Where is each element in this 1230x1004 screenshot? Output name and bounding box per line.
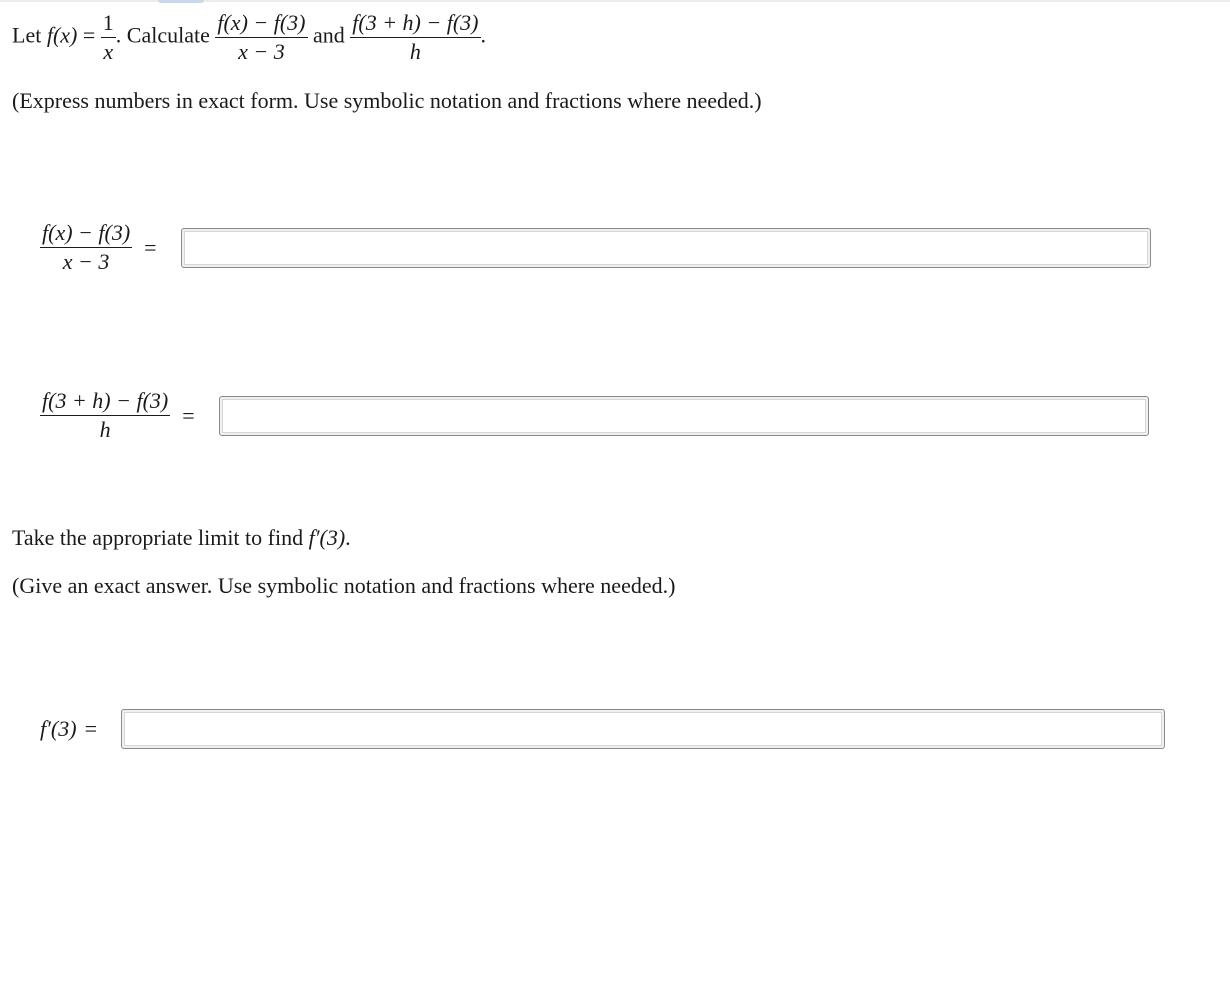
definition-denominator: x bbox=[103, 39, 114, 64]
definition-fraction bbox=[101, 12, 116, 63]
calculate-word: Calculate bbox=[126, 22, 210, 48]
answer-1-numerator: f(x) − f(3) bbox=[40, 222, 132, 248]
difference-quotient-2 bbox=[350, 12, 480, 63]
instruction-exact-form: (Express numbers in exact form. Use symbolic notation and fractions where needed.) bbox=[12, 88, 762, 113]
instruction-limit bbox=[12, 527, 351, 549]
answer-2-denominator: h bbox=[99, 417, 111, 442]
answer-3-equals: = bbox=[84, 716, 97, 741]
answer-row-2 bbox=[40, 390, 1149, 441]
answer-2-numerator: f(3 + h) − f(3) bbox=[40, 390, 170, 416]
question-statement bbox=[12, 12, 486, 63]
answer-2-label-fraction bbox=[40, 390, 170, 441]
answer-2-input[interactable] bbox=[219, 396, 1149, 436]
f-of-x: f(x) bbox=[46, 22, 78, 48]
instruction-limit-suffix: . bbox=[345, 525, 351, 550]
and-word: and bbox=[313, 22, 345, 48]
definition-period: . bbox=[115, 22, 122, 48]
answer-row-1 bbox=[40, 222, 1151, 273]
definition-numerator: 1 bbox=[101, 12, 116, 38]
equals-sign: = bbox=[82, 22, 96, 48]
answer-1-denominator: x − 3 bbox=[62, 249, 110, 274]
dq1-numerator: f(x) − f(3) bbox=[215, 12, 307, 38]
answer-1-equals: = bbox=[144, 234, 157, 260]
answer-1-label-fraction bbox=[40, 222, 132, 273]
answer-1-input[interactable] bbox=[181, 228, 1151, 268]
dq2-denominator: h bbox=[409, 39, 421, 64]
dq1-denominator: x − 3 bbox=[238, 39, 285, 64]
top-tab-indicator bbox=[158, 0, 204, 3]
answer-2-equals: = bbox=[182, 402, 195, 428]
end-period: . bbox=[480, 22, 486, 48]
answer-3-input[interactable] bbox=[121, 709, 1165, 749]
instruction-limit-expr: f′(3) bbox=[308, 525, 346, 550]
instruction-exact-answer: (Give an exact answer. Use symbolic notation and fractions where needed.) bbox=[12, 573, 676, 598]
dq2-numerator: f(3 + h) − f(3) bbox=[350, 12, 480, 38]
answer-row-3 bbox=[40, 709, 1165, 749]
difference-quotient-1 bbox=[215, 12, 307, 63]
answer-3-label: f′(3) bbox=[40, 716, 77, 741]
let-word: Let bbox=[12, 22, 42, 48]
instruction-limit-prefix: Take the appropriate limit to find bbox=[12, 525, 309, 550]
